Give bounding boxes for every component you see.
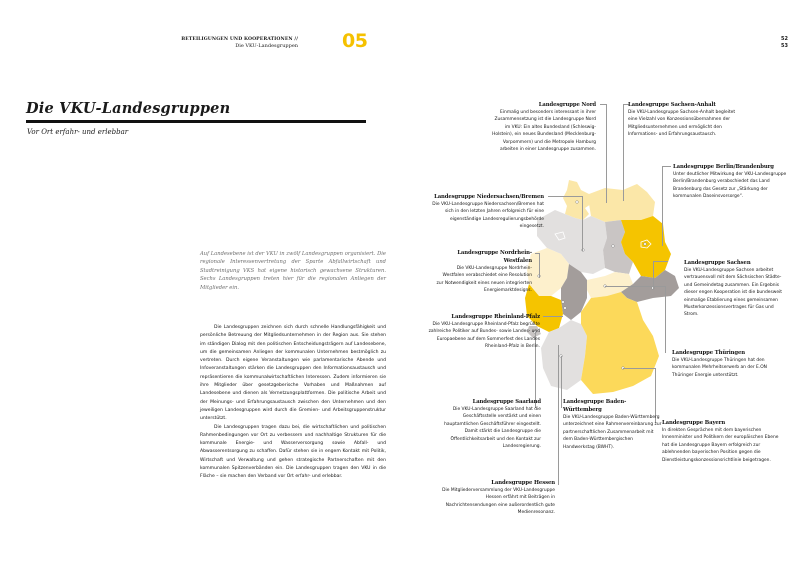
group-text: Die VKU-Landesgruppe Thüringen hat den kommunalen Mehrheitserwerb an der E.ON Thüringer Energie unterstützt. [672,358,767,378]
group-title: Landesgruppe Thüringen [672,350,746,356]
page-number-left: 52 [781,36,788,42]
page-subtitle: Vor Ort erfahr- und erlebbar [27,128,129,136]
group-sachsen-anhalt [628,101,738,139]
leader-thueringen [605,286,666,353]
leader-baden-wuerttemberg [561,356,562,408]
group-title: Landesgruppe Baden-Württemberg [563,399,627,413]
group-text: Die VKU-Landesgruppe Rheinland-Pfalz begrüßte zahlreiche Politiker auf Bundes- sowie Landes- und Europaebene auf dem Sommerfest des Landes Rheinland-Pfalz in Berlin. [428,322,540,350]
leader-rheinland-pfalz [543,316,563,318]
leader-sachsen [653,261,668,289]
group-baden-wuerttemberg [563,398,663,451]
group-nordrhein-westfalen [436,249,532,295]
group-bayern [662,419,780,464]
group-title: Landesgruppe Hessen [491,480,555,486]
group-title: Landesgruppe Rheinland-Pfalz [451,314,540,320]
group-hessen [442,479,555,517]
group-text: Unter deutlicher Mitwirkung der VKU-Landesgruppe Berlin/Brandenburg verabschiedet das Land Brandenburg das Gesetz zur „Stärkung der kommunalen Daseinsvorsorge“. [673,172,787,200]
group-title: Landesgruppe Berlin/Brandenburg [673,164,774,170]
group-text: Die VKU-Landesgruppe Niedersachsen/Bremen hat sich in den letzten Jahren erfolgreich für eine eigenständige Landesregulierungsbehörde eingesetzt. [432,202,544,230]
leader-nrw [535,253,540,278]
group-thueringen [672,349,782,379]
running-header-section: BETEILIGUNGEN UND KOOPERATIONEN // [181,37,298,42]
group-text: Die VKU-Landesgruppe Sachsen-Anhalt begleitet eine Vielzahl von Konzessionsübernahmen der Mitgliedsunternehmen und ermöglicht den Informations- und Erfahrungsaustausch. [628,110,736,138]
group-berlin-brandenburg [673,163,791,201]
page-title: Die VKU-Landesgruppen [26,100,231,117]
group-sachsen [684,259,788,319]
group-saarland [430,398,541,450]
region-mecklenburg-vorpommern [589,184,655,222]
group-title: Landesgruppe Niedersachsen/Bremen [434,194,544,200]
group-text: Einmalig und besonders interessant in ihrer Zusammensetzung ist die Landesgruppe Nord im VKU: Ein altes Bundesland (Schleswig-Holstein), ein neues Bundesland (Mecklenburg-Vorpommern) und die Metropole Hamburg arbeiten in einer Landesgruppe zusammen. [492,110,596,153]
body-paragraph: Die Landesgruppen tragen dazu bei, die wirtschaftlichen und politischen Rahmenbedingungen vor Ort zu verbessern und nachhaltige Strukturen für die kommunale Energie- und Wasserversorgung sowie Abfall- und Abwasserentsorgung zu schaffen. Dafür stehen sie in engem Kontakt mit Politik, Wirtschaft und Verwaltung und gehen strategische Partnerschaften mit den kommunalen Spitzenverbänden ein. Die Landesgruppen tragen den VKU in die Fläche – sie machen den Verband vor Ort erfahr- und erlebbar. [200,424,386,480]
leader-hessen [558,345,559,485]
body-text [200,324,386,482]
chapter-number: 05 [342,30,368,52]
group-nord [490,101,596,153]
group-text: Die VKU-Landesgruppe Nordrhein-Westfalen verabschiedet eine Resolution zur Notwendigkeit eines neuen integrierten Energiemarktdesigns. [436,266,532,294]
group-text: Die VKU-Landesgruppe Sachsen arbeitet vertrauensvoll mit dem Sächsischen Städte- und Gemeindetag zusammen. Ein Ergebnis dieser engen Kooperation ist die bundesweit einmalige Etablierung eines gemeinsamen Musterkonzessionsvertrages für Gas und Strom. [684,268,782,318]
group-title: Landesgruppe Bayern [662,420,726,426]
body-paragraph: Die Landesgruppen zeichnen sich durch schnelle Handlungsfähigkeit und persönliche Betreuung der Mitgliedsunternehmen in der Region aus. Sie stehen im ständigen Dialog mit den politischen Entscheidungsträgern auf Landesebene, um die gemeinsamen Anliegen der kommunalen Unternehmen bestmöglich zu vertreten. Durch eigene Veranstaltungen wie parlamentarische Abende und Infoveranstaltungen stärken die Landesgruppen den Informationsaustausch und repräsentieren die kommunalwirtschaftlichen Interessen. Zudem informieren sie ihre Mitglieder über gesetzgeberische Vorhaben und Maßnahmen auf Landesebene und dienen als Vernetzungsplattformen. Die politische Arbeit und der Meinungs- und Erfahrungsaustausch zwischen den Unternehmen und den jeweiligen Landesgruppen wird durch die Gremien- und Arbeitsgruppenstruktur unterstützt. [200,325,386,422]
leader-berlin-brandenburg [662,166,671,246]
group-title: Landesgruppe Sachsen-Anhalt [628,102,716,108]
group-text: In direkten Gesprächen mit dem bayerischen Innenminister und Politikern der europäischen Ebene hat die Landesgruppe Bayern erfolgreich zur ablehnenden bayerischen Position gegen die Dienstleistungskonzessionsrichtlinie beigetragen. [662,428,779,463]
leader-nord [600,104,607,203]
group-text: Die VKU-Landesgruppe Saarland hat die Geschäftsstelle verstärkt und einen hauptamtlichen Geschäftsführer eingestellt. Damit stärkt die Landesgruppe die Öffentlichkeitsarbeit und den Kontakt zur Landesregierung. [444,407,541,450]
group-title: Landesgruppe Nordrhein-Westfalen [457,250,532,264]
group-title: Landesgruppe Saarland [472,399,541,405]
group-rheinland-pfalz [424,313,540,351]
group-text: Die Mitgliederversammlung der VKU-Landesgruppe Hessen erfährt mit Beiträgen in Nachrichtensendungen eine außerordentlich gute Medienresonanz. [442,488,555,516]
group-title: Landesgruppe Sachsen [684,260,751,266]
running-header-title: Die VKU-Landesgruppen [235,43,298,49]
group-text: Die VKU-Landesgruppe Baden-Württemberg unterzeichnet eine Rahmenvereinbarung zur partnerschaftlichen Zusammenarbeit mit dem Baden-Württembergischen Handwerkstag (BWHT). [563,415,662,450]
group-niedersachsen-bremen [428,193,544,231]
group-title: Landesgruppe Nord [538,102,596,108]
page-numbers [768,36,788,50]
title-rule [26,120,366,123]
page-number-right: 53 [781,43,788,49]
intro-paragraph: Auf Landesebene ist der VKU in zwölf Landesgruppen organisiert. Die regionale Interessenvertretung der Sparte Abfallwirtschaft und Stadtreinigung VKS hat eigene historisch gewachsene Strukturen. Sechs Landesgruppen treten hier für die regionalen Anliegen der Mitglieder ein. [200,251,386,291]
leader-niedersachsen [548,196,583,251]
